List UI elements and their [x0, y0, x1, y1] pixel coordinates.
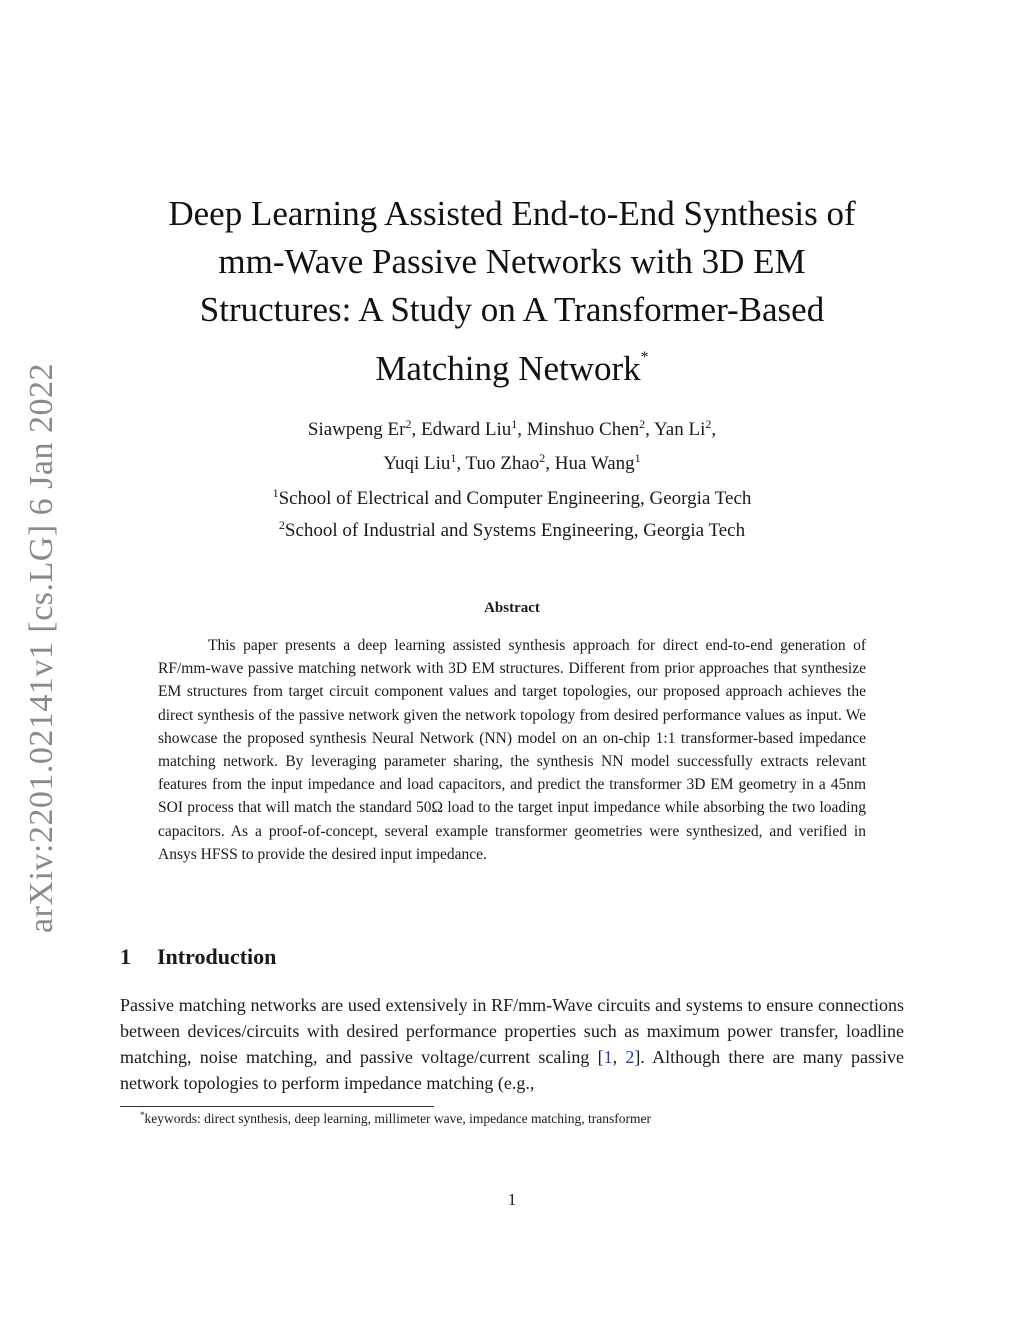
- citation-bracket-open: [: [597, 1047, 604, 1067]
- author-separator: ,: [411, 419, 421, 440]
- intro-paragraph: [120, 992, 904, 1096]
- arxiv-stamp-text: arXiv:2201.02141v1 [cs.LG] 6 Jan 2022: [23, 363, 60, 933]
- affiliation-2: [112, 512, 912, 544]
- affiliation-number: 2: [278, 518, 285, 532]
- author-separator: ,: [545, 453, 555, 474]
- intro-text-before: Passive matching networks are used extensively in RF/mm-Wave circuits and systems to ensure connections between devices/circuits with desired performance properties such as maximum power transfer, loadline matching, noise matching, and passive voltage/current scaling: [120, 995, 904, 1067]
- author-separator: ,: [456, 453, 466, 474]
- author-name: Minshuo Chen: [526, 419, 640, 440]
- author-name: Yuqi Liu: [383, 453, 451, 474]
- author-affiliation-mark: 1: [511, 417, 518, 431]
- abstract-heading: Abstract: [484, 600, 540, 616]
- author-affiliation-mark: 1: [634, 451, 641, 465]
- title-line-1: Deep Learning Assisted End-to-End Synthesis of: [168, 194, 856, 233]
- affiliation-text: School of Industrial and Systems Engineering, Georgia Tech: [284, 520, 746, 541]
- author-affiliation-mark: 2: [705, 417, 712, 431]
- author-separator: ,: [645, 419, 654, 440]
- title-line-4: [112, 334, 912, 393]
- affiliation-list: [112, 480, 912, 544]
- section-title: Introduction: [157, 944, 277, 969]
- author-affiliation-mark: 2: [405, 417, 412, 431]
- footnote: [140, 1110, 651, 1127]
- citation-separator: ,: [612, 1047, 626, 1067]
- abstract-text: This paper presents a deep learning assisted synthesis approach for direct end-to-end generation of RF/mm-wave passive matching network with 3D EM structures. Different from prior approaches that synthesize EM structures from target circuit component values and target topologies, our proposed approach achieves the direct synthesis of the passive network given the network topology from desired performance values as input. We showcase the proposed synthesis Neural Network (NN) model on an on-chip 1:1 transformer-based impedance matching network. By leveraging parameter sharing, the synthesis NN model successfully extracts relevant features from the input impedance and load capacitors, and predict the transformer 3D EM geometry in a 45nm SOI process that will match the standard 50Ω load to the target input impedance while absorbing the two loading capacitors. As a proof-of-concept, several example transformer geometries were synthesized, and verified in Ansys HFSS to provide the desired input impedance.: [158, 637, 866, 863]
- author-line-2: [112, 444, 912, 478]
- author-line-1: [112, 410, 912, 444]
- affiliation-1: [112, 480, 912, 512]
- title-line-4-text: Matching Network: [375, 349, 641, 388]
- affiliation-text: School of Electrical and Computer Engineering, Georgia Tech: [278, 488, 752, 509]
- title-line-3: Structures: A Study on A Transformer-Based: [199, 290, 825, 329]
- author-name: Edward Liu: [421, 419, 512, 440]
- author-name: Tuo Zhao: [465, 453, 540, 474]
- title-footnote-mark: *: [640, 349, 649, 366]
- author-affiliation-mark: 1: [450, 451, 457, 465]
- intro-text-after: . Although there are many passive network topologies to perform impedance matching (e.g.,: [120, 1047, 905, 1093]
- citation-link-2[interactable]: 2: [625, 1047, 635, 1067]
- citation-bracket-close: ]: [634, 1047, 641, 1067]
- author-name: Hua Wang: [554, 453, 635, 474]
- footnote-text: keywords: direct synthesis, deep learning, millimeter wave, impedance matching, transformer: [144, 1111, 651, 1126]
- author-name: Yan Li: [653, 419, 706, 440]
- footnote-rule: [120, 1106, 434, 1107]
- paper-title: [112, 190, 912, 393]
- section-number: 1: [120, 944, 131, 969]
- author-separator: ,: [517, 419, 527, 440]
- footnote-mark: *: [140, 1110, 145, 1120]
- affiliation-number: 1: [272, 486, 279, 500]
- page-number: 1: [507, 1190, 517, 1209]
- author-list: [112, 410, 912, 478]
- title-line-2: mm-Wave Passive Networks with 3D EM: [218, 242, 806, 281]
- author-separator: ,: [711, 419, 717, 440]
- section-heading: [120, 944, 276, 970]
- author-name: Siawpeng Er: [307, 419, 406, 440]
- citation-link-1[interactable]: 1: [603, 1047, 613, 1067]
- author-affiliation-mark: 2: [639, 417, 646, 431]
- author-affiliation-mark: 2: [539, 451, 546, 465]
